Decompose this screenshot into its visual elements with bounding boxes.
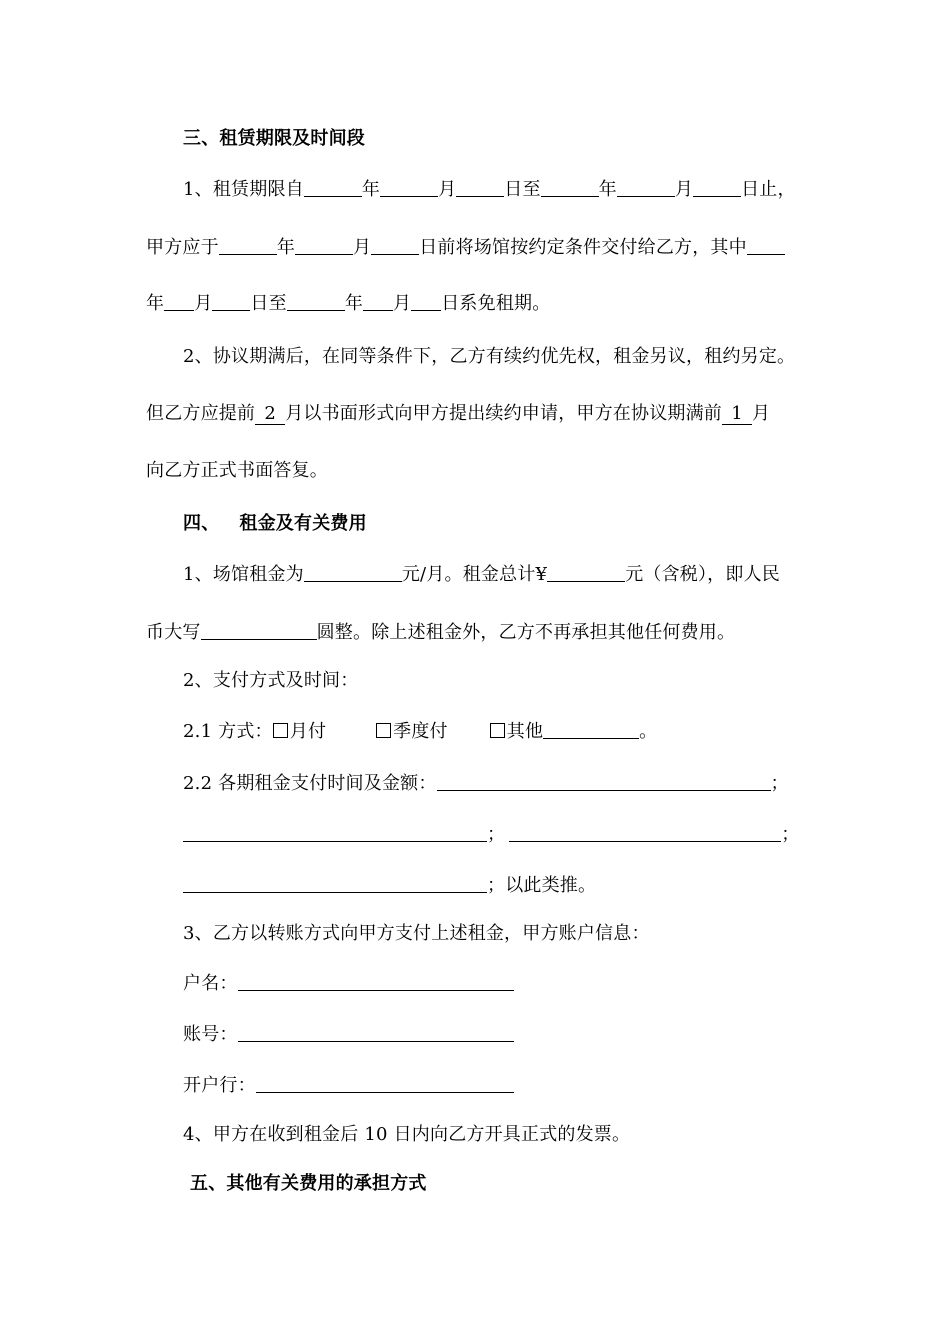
- start-month-blank[interactable]: [380, 176, 438, 197]
- delivery-prefix: 甲方应于: [146, 237, 219, 258]
- invoice-line: 4、甲方在收到租金后 10 日内向乙方开具正式的发票。: [183, 1124, 631, 1145]
- bank-field[interactable]: [256, 1072, 514, 1093]
- semicolon: ；: [781, 824, 800, 845]
- uppercase-amount-blank[interactable]: [201, 619, 317, 640]
- delivery-month-blank[interactable]: [295, 234, 353, 255]
- rent-free-suffix: 日系免租期。: [441, 293, 551, 314]
- free-end-year-blank[interactable]: [287, 290, 345, 311]
- reply-months: 1: [722, 404, 752, 425]
- semicolon: ；: [487, 824, 506, 845]
- renewal-paragraph-line-1: 2、协议期满后，在同等条件下，乙方有续约优先权，租金另议，租约另定。: [183, 346, 796, 367]
- payment-schedule-label: 2.2 各期租金支付时间及金额：: [183, 773, 437, 794]
- monthly-rent-blank[interactable]: [304, 561, 402, 582]
- other-method-blank[interactable]: [543, 718, 639, 739]
- section-4-number: 四、: [183, 513, 220, 534]
- month-label: 月: [674, 179, 694, 200]
- month-label: 月: [393, 293, 412, 314]
- end-year-blank[interactable]: [541, 176, 599, 197]
- month-label: 月: [194, 293, 213, 314]
- bank-transfer-line: 3、乙方以转账方式向甲方支付上述租金，甲方账户信息：: [183, 923, 650, 944]
- and-so-on-text: ；以此类推。: [487, 875, 597, 896]
- payment-schedule-blank-3[interactable]: [509, 821, 781, 842]
- payment-schedule-line-1: [183, 770, 789, 797]
- renewal-notice-text: 月以书面形式向甲方提出续约申请，甲方在协议期满前: [285, 403, 723, 424]
- rent-amount-line-1: [183, 561, 780, 588]
- option-quarterly[interactable]: [376, 721, 448, 742]
- year-label: 年: [146, 293, 165, 314]
- bank-label: 开户行：: [183, 1075, 256, 1096]
- other-checkbox[interactable]: [490, 723, 505, 738]
- bank-row: [183, 1072, 514, 1099]
- quarterly-label: 季度付: [393, 721, 448, 742]
- delivery-text: 日前将场馆按约定条件交付给乙方，其中: [419, 237, 747, 258]
- monthly-checkbox[interactable]: [273, 723, 288, 738]
- renewal-notice-prefix: 但乙方应提前: [146, 403, 256, 424]
- payment-schedule-line-3: [183, 872, 596, 899]
- renewal-notice-months: 2: [255, 404, 285, 425]
- no-other-fees-text: 圆整。除上述租金外，乙方不再承担其他任何费用。: [316, 622, 736, 643]
- payment-method-label: 2.1 方式：: [183, 721, 273, 742]
- start-day-blank[interactable]: [456, 176, 504, 197]
- payment-method-options: [183, 718, 657, 745]
- semicolon: ；: [770, 773, 789, 794]
- option-monthly[interactable]: [273, 721, 326, 742]
- section-4-heading: [183, 511, 367, 537]
- year-label: 年: [598, 179, 617, 200]
- rent-amount-line-2: [146, 619, 735, 646]
- option-other[interactable]: [490, 721, 543, 742]
- monthly-label: 月付: [289, 721, 327, 742]
- total-rent-blank[interactable]: [547, 561, 625, 582]
- free-start-day-blank[interactable]: [212, 290, 250, 311]
- payment-schedule-blank-1[interactable]: [437, 770, 771, 791]
- other-label: 其他: [506, 721, 544, 742]
- lease-term-line-1: [183, 176, 796, 203]
- section-4-title: 租金及有关费用: [239, 513, 367, 534]
- month-label: 月: [353, 237, 372, 258]
- end-day-blank[interactable]: [693, 176, 741, 197]
- period: 。: [639, 721, 658, 742]
- payment-schedule-blank-2[interactable]: [183, 821, 487, 842]
- account-name-row: [183, 970, 514, 997]
- renewal-paragraph-line-3: 向乙方正式书面答复。: [146, 460, 328, 481]
- free-end-month-blank[interactable]: [363, 290, 393, 311]
- end-month-blank[interactable]: [617, 176, 675, 197]
- year-label: 年: [361, 179, 381, 200]
- payment-schedule-blank-4[interactable]: [183, 872, 487, 893]
- tax-included-label: 元（含税），即人民: [625, 564, 780, 585]
- year-label: 年: [276, 237, 296, 258]
- start-year-blank[interactable]: [304, 176, 362, 197]
- section-5-heading: 五、其他有关费用的承担方式: [190, 1173, 427, 1194]
- day-to-label: 日至: [250, 293, 287, 314]
- day-end-label: 日止，: [741, 179, 796, 200]
- rent-free-period-line: [146, 290, 550, 317]
- day-to-label: 日至: [504, 179, 541, 200]
- free-end-day-blank[interactable]: [411, 290, 441, 311]
- uppercase-amount-label: 币大写: [146, 622, 201, 643]
- account-number-label: 账号：: [183, 1024, 238, 1045]
- renewal-paragraph-line-2: [146, 401, 770, 427]
- account-name-label: 户名：: [183, 973, 238, 994]
- monthly-rent-label: 1、场馆租金为: [183, 564, 304, 585]
- lease-term-label: 1、租赁期限自: [183, 179, 304, 200]
- total-rent-label: 元/月。租金总计¥: [401, 564, 548, 585]
- account-name-field[interactable]: [238, 970, 514, 991]
- delivery-date-line: [146, 234, 785, 261]
- payment-method-heading: 2、支付方式及时间：: [183, 670, 359, 691]
- free-start-year-blank[interactable]: [747, 234, 785, 255]
- delivery-day-blank[interactable]: [371, 234, 419, 255]
- month-label: 月: [752, 403, 771, 424]
- payment-schedule-line-2: [183, 821, 799, 848]
- year-label: 年: [344, 293, 364, 314]
- account-number-row: [183, 1021, 514, 1048]
- section-3-heading: 三、租赁期限及时间段: [183, 128, 365, 149]
- delivery-year-blank[interactable]: [219, 234, 277, 255]
- free-start-month-blank[interactable]: [164, 290, 194, 311]
- quarterly-checkbox[interactable]: [376, 723, 391, 738]
- month-label: 月: [438, 179, 457, 200]
- account-number-field[interactable]: [238, 1021, 514, 1042]
